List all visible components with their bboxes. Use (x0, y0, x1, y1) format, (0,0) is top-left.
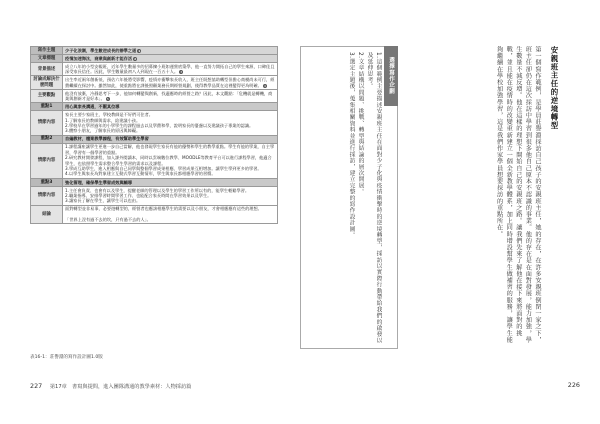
number-badge: 2 (134, 56, 137, 61)
left-footer (30, 382, 191, 390)
row-label: 重點1 (31, 103, 63, 111)
row-text: 用心與家長溝通，不厭其位導 (65, 104, 120, 110)
row-text: 少子化浪潮，學生數逆成長的辦學之道 (65, 47, 137, 53)
number-badge: 1 (138, 48, 141, 53)
table-row (31, 186, 278, 205)
table-row (31, 205, 278, 224)
row-text: 出生率近兩年創新低，預估六年後將受影響，疫情亦衝擊家長收入，班主任既想協助轉型但擔心商模尚未可行，經費繼續在探討中。雖然如此，使重點將在課後照顧業務長期經營規劃，使得教學品質在這裡變得更為明確。 (65, 77, 275, 88)
writing-design-table (30, 46, 278, 224)
table-row (31, 135, 278, 143)
row-text: 疫情加速海汰，商業與創新才能存活 (65, 55, 133, 61)
row-content (63, 55, 278, 63)
row-text: 1.課程講座讓學生更進一步自己當解，他也發現學生家長有他的優勢和學生的教學重點。學生有他的學業，自主學習，學習有一個學習的重點。 2.研究教材開發課程，加入課外閱讀本，同時以雲端數位教學、MOODLE等教育平台可以進行課程學習，他適合學生，也依照學生需求整合學生學習的需求以及課程。 3.學成互助學生，進入相應與自己同學與整個學習成果相應、學習成果互相增加。讓學生學到更多的學習。 4.以學生與家長為對象建立互動式學習互動情形，學生與家長都相應學習的習慣。 (65, 144, 275, 177)
table-caption: 表16-1：莊譽淵的寫作設計圖1.0版 (30, 355, 103, 360)
row-content (63, 103, 278, 111)
table-row (31, 89, 278, 102)
left-page-number: 227 (30, 382, 43, 390)
number-badge: 4 (263, 83, 266, 88)
tip-item: 2.文章結構以問題、挑戰、轉型與結論的層次開展。 (357, 52, 363, 195)
row-label: 討論成解決什麼問題 (31, 76, 63, 89)
row-label: 重點3 (31, 178, 63, 186)
row-label: 寫作主題 (31, 47, 63, 55)
table-row (31, 103, 278, 111)
row-label: 結論 (31, 205, 63, 224)
table-row (31, 178, 278, 186)
table-row (31, 143, 278, 178)
table-row (31, 111, 278, 135)
tip-box-label: 選擇寫作企劃 (384, 46, 398, 106)
row-text: 自編教材，檔案教學課程，有效幫助學生學習 (65, 136, 149, 142)
table-row (31, 76, 278, 89)
article-body-intro: 第一個寫作範例，是學員莊譽淵採訪自己孩子的安親班主任，她的存在，在許多安親班倒閉一家之下，班主任卻仍在這次採訪中學習到很多他自己原本不認識的事業。他的存在是在面對發展，能力加強，學生數量不減反增。他在這樣的理想下開始自己的安親班之路。讓我們先來了解他在接下來將面對的挑戰，並且能在疫情時的改變重新建立一個全新教學體系，加上同時增設幫學生做補習的服務，讓學生能夠繼續在學校加強學習，這是我們作家學員想要採訪的重點所在。 (495, 46, 541, 343)
row-text: 1.主任會負責、也會有以及學生，提醒老師的管理以及學生的學習工作所以有的，能學生輕鬆學習。 2.職業指導、安排學習時間學習工作、也能配合家長時間在學習效果以及學生。 3.讓家長了解在學生，讓學生可以也由。 (65, 187, 250, 204)
row-content (63, 178, 278, 186)
number-badge: 5 (106, 96, 109, 101)
table-row (31, 55, 278, 63)
row-label: 主要觀點 (31, 89, 63, 102)
row-content (63, 111, 278, 135)
table-row (31, 63, 278, 76)
row-label: 文章標題 (31, 55, 63, 63)
row-label: 情節內容 (31, 111, 63, 135)
row-label: 情節內容 (31, 186, 63, 205)
row-label: 背景描述 (31, 63, 63, 76)
tip-box-content (306, 52, 382, 344)
article-title: 安親班主任的逆境轉型 (550, 46, 559, 130)
row-text: 強化管理，確保學生學習成效與輔導 (65, 179, 133, 185)
row-text: 他沒有放棄，冷靜思考下一步，他如何轉變與創新，找適應時的經營之路？因此，本文觀點：「危機就是轉機，商業與創新才是好本」。 (65, 90, 273, 102)
tip-item: 1.這個範例主要描述安親班主任在面對少子化與疫情衝擊時的逆境轉型，採訪以實際行動帶給我們的啟發以及延伸思考。 (366, 52, 381, 344)
row-content (63, 205, 278, 224)
row-text: 面對轉型並非易事，必要遊轉型的，經營者也應該相應學生的需要以及小朋友，才會相應應有這些的理想。 「世界上沒有過不去的坎，只有過不去的人」。 (65, 206, 262, 223)
row-content (63, 89, 278, 102)
running-head: 第17章 書寫與提問，進入團隊溝通的教學素材：人物採訪篇 (49, 384, 192, 390)
row-text: 家長主要少家班主，學校教師是不好們可住者。 1.了解家長的教師與需求，給建議小孩。 2.學校早在學習過年的小學學生的課程過去以及學費和學，說明家長的憂慮以及建議孩子專業的認識。 3.體察小朋友，了解家長的原因與障礙。 (65, 112, 254, 134)
row-label: 情節內容 (31, 143, 63, 178)
table-row (31, 47, 278, 55)
row-text: 成立八年的小型安親班，近年學生數量多的招募擴小班如運營底築學，他一直努力開拓自己的學生來源，口碑佳且深受家長信任。因此，學生數量最初八人到現在一百五十人。 (65, 63, 275, 75)
tip-item: 3.選定主題後，蒐集相關資料並進行採訪，建立完整的寫作設計圖。 (348, 52, 354, 239)
row-content (63, 143, 278, 178)
row-content (63, 47, 278, 55)
row-content (63, 76, 278, 89)
row-label: 重點2 (31, 135, 63, 143)
row-content (63, 135, 278, 143)
row-content (63, 63, 278, 76)
number-badge: 3 (180, 70, 183, 75)
right-page-number: 226 (567, 381, 580, 389)
row-content (63, 186, 278, 205)
